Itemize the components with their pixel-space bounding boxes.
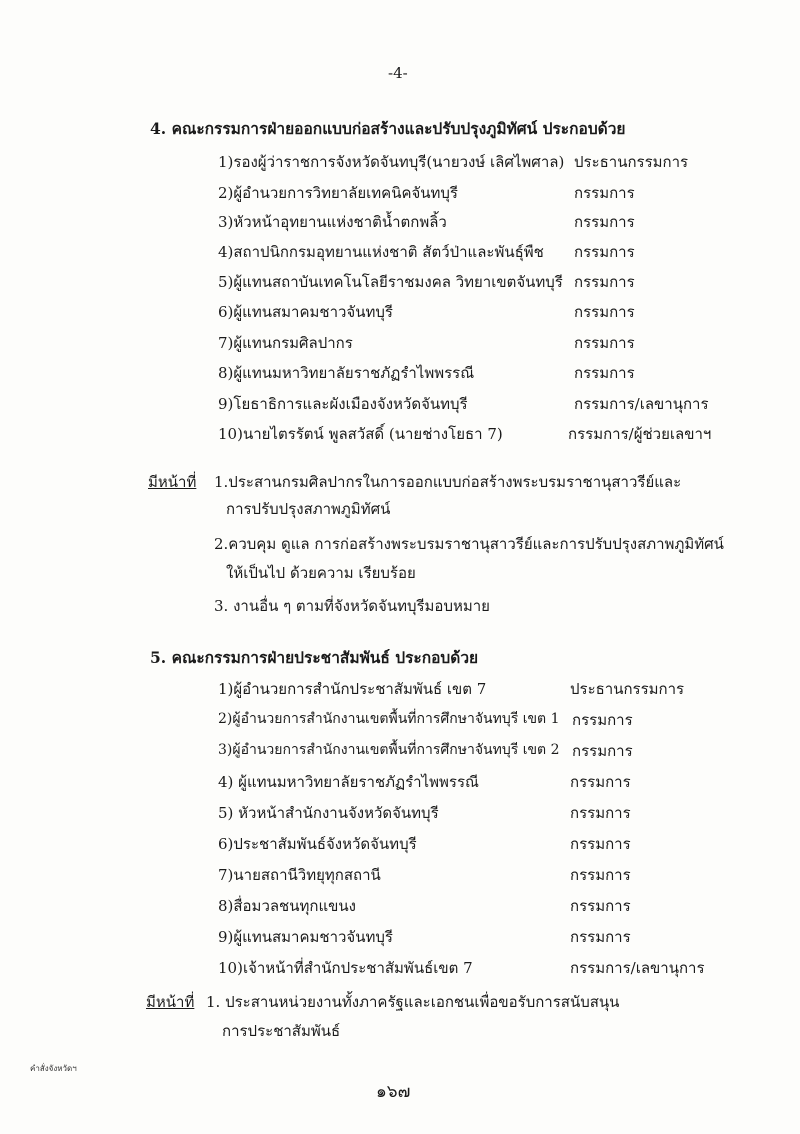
section5-member-name: 4) ผู้แทนมหาวิทยาลัยราชภัฏรำไพพรรณี	[218, 773, 479, 791]
section4-member-name: 2)ผู้อำนวยการวิทยาลัยเทคนิคจันทบุรี	[218, 184, 458, 202]
section4-member-role: กรรมการ	[574, 243, 635, 261]
section4-member-name: 8)ผู้แทนมหาวิทยาลัยราชภัฏรำไพพรรณี	[218, 364, 475, 382]
section5-member-name: 3)ผู้อำนวยการสำนักงานเขตพื้นที่การศึกษาจันทบุรี เขต 2	[218, 742, 560, 758]
section4-member-role: กรรมการ/เลขานุการ	[574, 395, 709, 413]
section5-member-name: 7)นายสถานีวิทยุทุกสถานี	[218, 866, 381, 884]
section5-heading: 5. คณะกรรมการฝ่ายประชาสัมพันธ์ ประกอบด้วย	[150, 648, 479, 667]
section5-member-name: 2)ผู้อำนวยการสำนักงานเขตพื้นที่การศึกษาจันทบุรี เขต 1	[218, 711, 560, 727]
section5-duty-label: มีหน้าที่	[146, 993, 195, 1011]
section4-member-role: กรรมการ	[574, 364, 635, 382]
section4-member-role: กรรมการ	[574, 303, 635, 321]
section4-duty-label: มีหน้าที่	[148, 473, 197, 491]
section5-member-role: กรรมการ	[570, 928, 631, 946]
section5-member-role: กรรมการ	[570, 835, 631, 853]
section4-member-role: กรรมการ/ผู้ช่วยเลขาฯ	[568, 425, 712, 443]
section4-member-name: 3)หัวหน้าอุทยานแห่งชาติน้ำตกพลิ้ว	[218, 213, 447, 231]
section5-member-role: ประธานกรรมการ	[570, 680, 685, 698]
section5-member-name: 8)สื่อมวลชนทุกแขนง	[218, 897, 356, 915]
footer-note: คำสั่งจังหวัดฯ	[30, 1064, 77, 1073]
section4-member-role: กรรมการ	[574, 184, 635, 202]
section4-member-role: กรรมการ	[574, 213, 635, 231]
section5-member-role: กรรมการ/เลขานุการ	[570, 959, 705, 977]
section5-member-role: กรรมการ	[570, 804, 631, 822]
section5-member-role: กรรมการ	[572, 742, 633, 760]
section4-member-name: 6)ผู้แทนสมาคมชาวจันทบุรี	[218, 303, 393, 321]
section5-duty-line: 1. ประสานหน่วยงานทั้งภาครัฐและเอกชนเพื่อขอรับการสนับสนุน	[206, 993, 620, 1011]
section4-duty-line: 2.ควบคุม ดูแล การก่อสร้างพระบรมราชานุสาวรีย์และการปรับปรุงสภาพภูมิทัศน์	[214, 535, 724, 553]
section4-duty-line: 1.ประสานกรมศิลปากรในการออกแบบก่อสร้างพระบรมราชานุสาวรีย์และ	[214, 473, 682, 491]
section4-member-name: 5)ผู้แทนสถาบันเทคโนโลยีราชมงคล วิทยาเขตจันทบุรี	[218, 273, 563, 291]
section4-duty-line: การปรับปรุงสภาพภูมิทัศน์	[226, 500, 391, 518]
section4-member-name: 1)รองผู้ว่าราชการจังหวัดจันทบุรี(นายวงษ์ เลิศไพศาล)	[218, 153, 565, 171]
section5-member-role: กรรมการ	[570, 866, 631, 884]
section4-member-role: ประธานกรรมการ	[574, 153, 689, 171]
footer-page-number: ๑๖๗	[376, 1082, 411, 1102]
section4-member-name: 7)ผู้แทนกรมศิลปากร	[218, 334, 353, 352]
section4-heading: 4. คณะกรรมการฝ่ายออกแบบก่อสร้างและปรับปรุงภูมิทัศน์ ประกอบด้วย	[150, 119, 626, 138]
section5-member-name: 1)ผู้อำนวยการสำนักประชาสัมพันธ์ เขต 7	[218, 680, 487, 698]
page-number: -4-	[388, 64, 408, 82]
section4-member-name: 4)สถาปนิกกรมอุทยานแห่งชาติ สัตว์ป่าและพันธุ์พืช	[218, 243, 544, 261]
section4-duty-line: ให้เป็นไป ด้วยความ เรียบร้อย	[226, 564, 416, 582]
section4-member-name: 9)โยธาธิการและผังเมืองจังหวัดจันทบุรี	[218, 395, 468, 413]
section5-member-name: 10)เจ้าหน้าที่สำนักประชาสัมพันธ์เขต 7	[218, 959, 473, 977]
section5-duty-line: การประชาสัมพันธ์	[222, 1022, 341, 1040]
section4-duty-line: 3. งานอื่น ๆ ตามที่จังหวัดจันทบุรีมอบหมาย	[214, 597, 490, 615]
section5-member-name: 5) หัวหน้าสำนักงานจังหวัดจันทบุรี	[218, 804, 439, 822]
section5-member-role: กรรมการ	[570, 773, 631, 791]
section4-member-role: กรรมการ	[574, 334, 635, 352]
section4-member-role: กรรมการ	[574, 273, 635, 291]
section5-member-name: 9)ผู้แทนสมาคมชาวจันทบุรี	[218, 928, 393, 946]
section5-member-name: 6)ประชาสัมพันธ์จังหวัดจันทบุรี	[218, 835, 417, 853]
section5-member-role: กรรมการ	[570, 897, 631, 915]
section5-member-role: กรรมการ	[572, 711, 633, 729]
section4-member-name: 10)นายไตรรัตน์ พูลสวัสดิ์ (นายช่างโยธา 7)	[218, 425, 503, 443]
